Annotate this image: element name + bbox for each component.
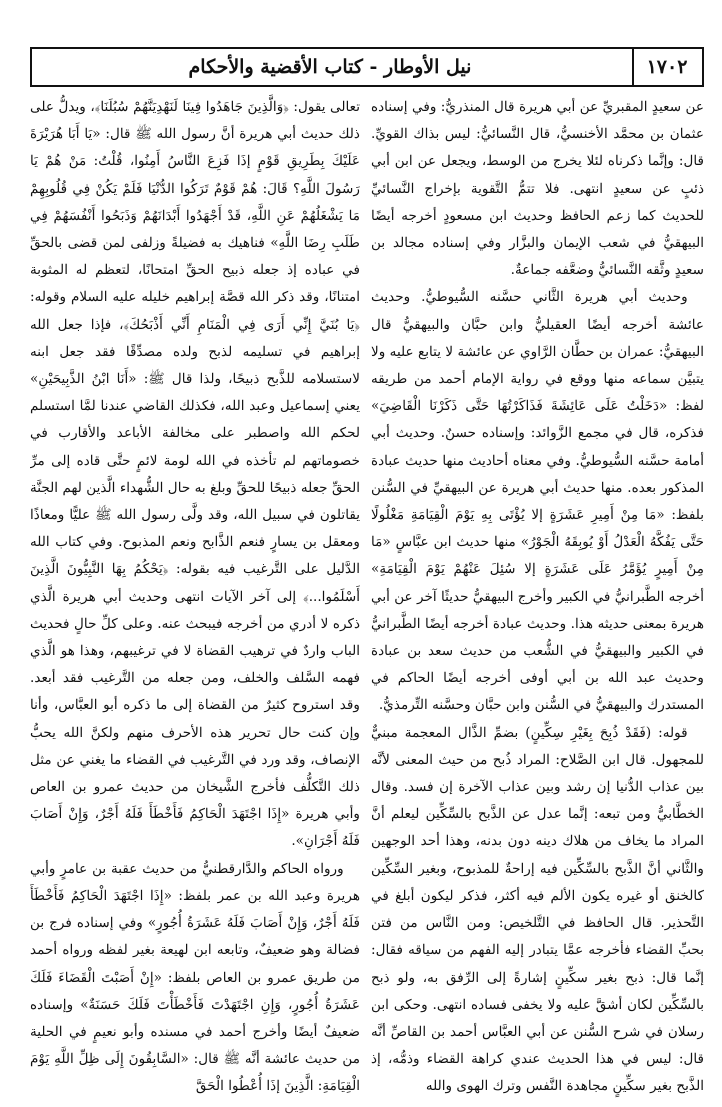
paragraph: تعالى يقول: ﴿وَالَّذِينَ جَاهَدُوا فِينَا لَنَهْدِيَنَّهُمْ سُبُلَنَا﴾، ويدلُّ على ذلك حديث أبي هريرة أنَّ رسول الله ﷺ قال: «يَا أَبَا هُرَيْرَةَ عَلَيْكَ بِطَرِيقِ قَوْمٍ إذَا فَزِعَ النَّاسُ أَمِنُوا، قُلْتُ: مَنْ هُمْ يَا رَسُولَ اللَّهِ؟ قَالَ: هُمْ قَوْمٌ تَرَكُوا الدُّنْيَا فَلَمْ يَكُنْ فِي قُلُوبِهِمْ مَا يَشْغَلُهُمْ عَنِ اللَّهِ، قَدْ أَجْهَدُوا أَبْدَانَهُمْ وَذَبَحُوا أَنْفُسَهُمْ فِي طَلَبِ رِضَا اللَّهِ» فناهيك به فضيلةً وزلفى لمن قضى بالحقِّ في عباده إذ جعله ذبيح الحقِّ امتحانًا، لتعظم له المثوبة امتنانًا، وقد ذكر الله قصَّة إبراهيم خليله عليه السلام وقوله: ﴿يَا بُنَيَّ إِنِّي أَرَى فِي الْمَنَامِ أَنِّي أَذْبَحُكَ﴾، فإذا جعل الله إبراهيم في تسليمه لذبح ولده مصدِّقًا فقد جعل ابنه لاستسلامه للذَّبح ذبيحًا، ولذا قال ﷺ: «أَنَا ابْنُ الذَّبِيحَيْنِ» يعني إسماعيل وعبد الله، فكذلك القاضي عندنا لمَّا استسلم لحكم الله واصطبر على مخالفة الأباعد والأقارب في خصوماتهم لم تأخذه في الله لومة لائمٍ حتَّى قاده إلى مرِّ الحقِّ جعله ذبيحًا للحقِّ وبلغ به حال الشُّهداء الَّذين لهم الجنَّة يقاتلون في سبيل الله، وقد ولَّى رسول الله ﷺ عليًّا ومعاذًا ومعقل بن يسارٍ فنعم الذَّابح ونعم المذبوح. وفي كتاب الله الدَّليل على التَّرغيب فيه بقوله: ﴿يَحْكُمُ بِهَا النَّبِيُّونَ الَّذِينَ أَسْلَمُوا...﴾ إلى آخر الآيات انتهى وحديث أبي هريرة الَّذي ذكره لا أدري من أخرجه فيبحث عنه. وعلى كلِّ حالٍ فحديث الباب واردٌ في ترهيب القضاة لا في ترغيبهم، وهذا هو الَّذي فهمه السَّلف والخلف، ومن جعله من التَّرغيب فقد أبعد. وقد استروح كثيرٌ من القضاة إلى ما ذكره أبو العبَّاس، وأنا وإن كنت حال تحرير هذه الأحرف منهم ولكنَّ الله يحبُّ الإنصاف، وقد ورد في التَّرغيب في القضاء ما يغني عن مثل ذلك التَّكلُّف فأخرج الشَّيخان من حديث عمرو بن العاص وأبي هريرة «إِذَا اجْتَهَدَ الْحَاكِمُ فَأَخْطَأَ فَلَهُ أَجْرٌ، وَإِنْ أَصَابَ فَلَهُ أَجْرَانِ». [30, 99, 360, 850]
header-divider [632, 49, 634, 85]
page-number: ١٧٠٢ [646, 56, 688, 78]
paragraph: ورواه الحاكم والدَّارقطنيُّ من حديث عقبة بن عامرٍ وأبي هريرة وعبد الله بن عمر بلفظ: «إِذَا اجْتَهَدَ الْحَاكِمُ فَأَخْطَأَ فَلَهُ أَجْرٌ، وَإِنْ أَصَابَ فَلَهُ عَشَرَةُ أُجُورٍ» وفي إسناده فرج بن فضالة وهو ضعيفٌ، وتابعه ابن لهيعة بغير لفظه ورواه أحمد من طريق عمرو بن العاص بلفظ: «إِنْ أَصَبْتَ الْقَضَاءَ فَلَكَ عَشَرَةُ أُجُورٍ، وَإِنِ اجْتَهَدْتَ فَأَخْطَأْتَ فَلَكَ حَسَنَةٌ» وإسناده ضعيفٌ أيضًا وأخرج أحمد في مسنده وأبو نعيمٍ في الحلية من حديث عائشة أنَّه ﷺ قال: «السَّابِقُونَ إِلَى ظِلِّ اللَّهِ يَوْمَ الْقِيَامَةِ: الَّذِينَ إذَا أُعْطُوا الْحَقَّ [30, 860, 360, 1095]
paragraph: عن سعيدٍ المقبريِّ عن أبي هريرة قال المنذريُّ: وفي إسناده عثمان بن محمَّد الأخنسيُّ، قال النَّسائيُّ: ليس بذاك القويِّ. قال: وإنَّما ذكرناه لئلا يخرج من الوسط، ويجعل عن ابن أبي ذئبٍ عن سعيدٍ انتهى. فلا تتمُّ التَّقوية بإخراج النَّسائيِّ للحديث كما زعم الحافظ وحديث ابن مسعودٍ أخرجه أيضًا البيهقيُّ في شعب الإيمان والبزَّار وفي إسناده مجالد بن سعيدٍ وثَّقه النَّسائيُّ وضعَّفه جماعةٌ. [371, 99, 704, 279]
paragraph: قوله: (فَقَدْ ذُبِحَ بِغَيْرِ سِكِّينٍ) بضمِّ الذَّال المعجمة مبنيٌّ للمجهول. قال ابن الصَّلاح: المراد ذُبح من حيث المعنى لأنَّه بين عذاب الدُّنيا إن رشد وبين عذاب الآخرة إن فسد. وقال الخطَّابيُّ ومن تبعه: إنَّما عدل عن الذَّبح بالسِّكِّين ليعلم أنَّ المراد ما يخاف من هلاك دينه دون بدنه، وهذا أحد الوجهين والثَّاني أنَّ الذَّبح بالسِّكِّين فيه إراحةٌ للمذبوح، وبغير السِّكِّين كالخنق أو غيره يكون الألم فيه أكثر، فذكر ليكون أبلغ في التَّحذير. قال الحافظ في التَّلخيص: ومن النَّاس من فتن بحبِّ القضاء فأخرجه عمَّا يتبادر إليه الفهم من سياقه فقال: إنَّما قال: ذبح بغير سكِّينٍ إشارةً إلى الرِّفق به، ولو ذبح بالسِّكِّين لكان أشقَّ عليه ولا يخفى فساده انتهى. وحكى ابن رسلان في شرح السُّنن عن أبي العبَّاس أحمد بن القاصِّ أنَّه قال: ليس في هذا الحديث عندي كراهة القضاء وذمُّه، إذ الذَّبح بغير سكِّينٍ مجاهدة النَّفس وترك الهوى والله [371, 724, 704, 1095]
page-header [30, 47, 704, 87]
text-column-right [371, 94, 704, 1099]
text-column-left [30, 94, 360, 1099]
running-title: نيل الأوطار - كتاب الأقضية والأحكام [188, 56, 472, 78]
paragraph: وحديث أبي هريرة الثَّاني حسَّنه السُّيوطيُّ. وحديث عائشة أخرجه أيضًا العقيليُّ وابن حبَّان والبيهقيُّ قال البيهقيُّ: عمران بن حطَّان الرَّاوي عن عائشة لا يتابع عليه ولا يتبيَّن سماعه منها ووقع في رواية الإمام أحمد من طريقه لفظ: «دَخَلْتُ عَلَى عَائِشَةَ فَذَاكَرْتُهَا حَتَّى ذَكَرْنَا الْقَاضِيَ» فذكره، قال في مجمع الزَّوائد: وإسناده حسنٌ. وحديث أبي أمامة حسَّنه السُّيوطيُّ. وفي معناه أحاديث منها حديث عبادة المذكور بعده. منها حديث أبي هريرة عن البيهقيِّ في السُّنن بلفظ: «مَا مِنْ أَمِيرِ عَشَرَةٍ إلا يُؤْتَى بِهِ يَوْمَ الْقِيَامَةِ مَغْلُولًا حَتَّى يَفُكَّهُ الْعَدْلُ أَوْ يُوبِقَهُ الْجَوْرُ» منها حديث ابن عبَّاسٍ «مَا مِنْ أَمِيرٍ يُؤَمَّرُ عَلَى عَشَرَةٍ إلا سُئِلَ عَنْهُمْ يَوْمَ الْقِيَامَةِ» أخرجه الطَّبرانيُّ في الكبير وأخرج البيهقيُّ حديثًا آخر عن أبي هريرة بمعنى حديثه هذا. وحديث عبادة أخرجه أيضًا الطَّبرانيُّ في الكبير والبيهقيُّ في الشُّعب من حديث سعد بن عبادة وحديث عبد الله بن أبي أوفى أخرجه أيضًا الحاكم في المستدرك والبيهقيُّ في السُّنن وابن حبَّان وحسَّنه التِّرمذيُّ. [371, 289, 704, 714]
